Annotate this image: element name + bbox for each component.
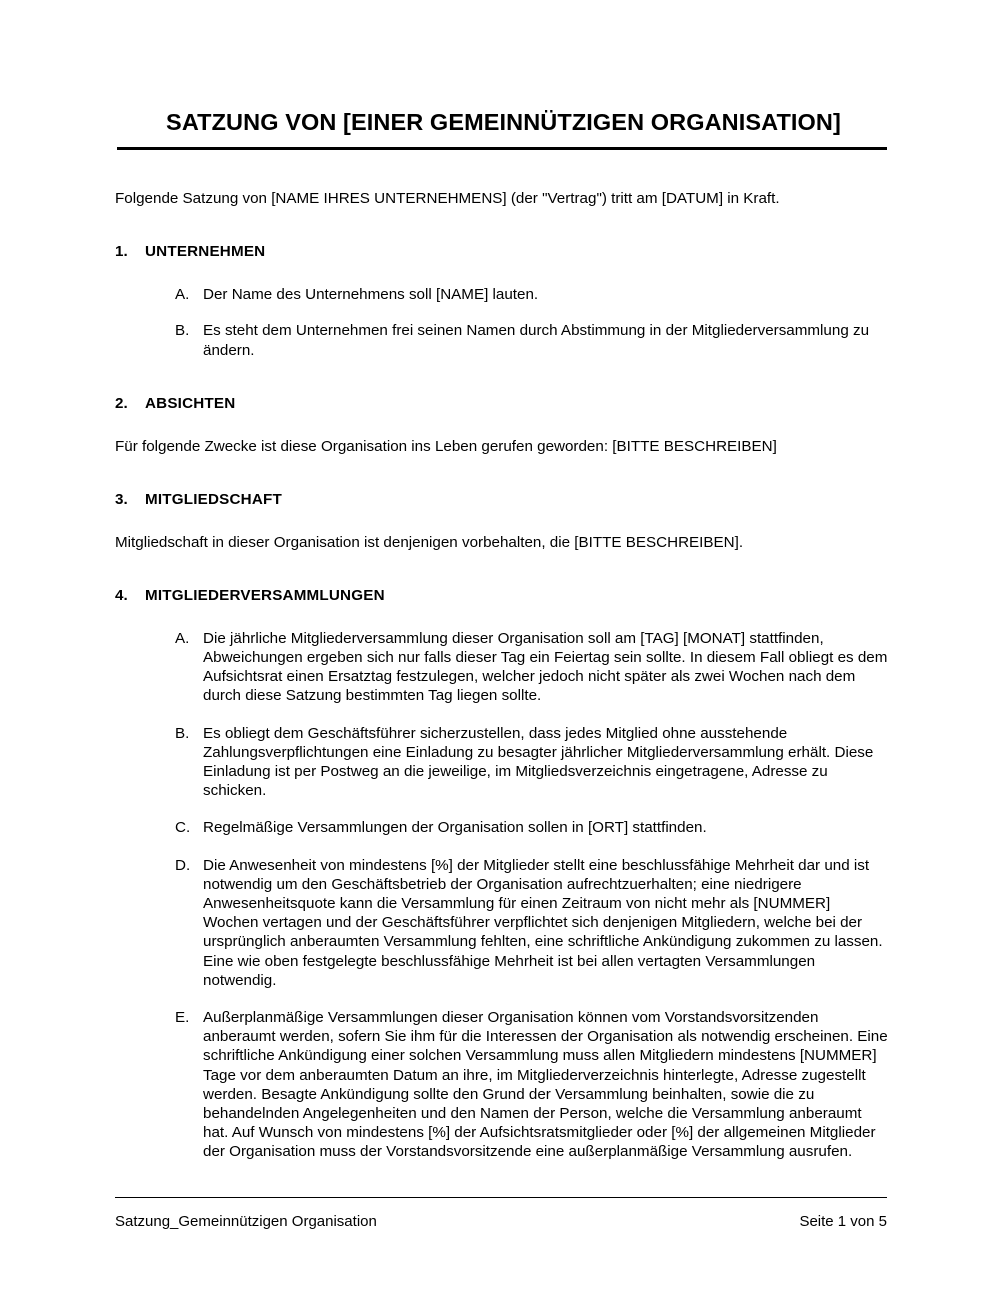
section-4	[115, 586, 890, 1162]
section-2	[115, 394, 890, 456]
list-item	[115, 321, 890, 359]
list-item-letter: A.	[175, 629, 190, 647]
list-item-letter: E.	[175, 1009, 190, 1027]
list-item	[115, 285, 890, 304]
list-item	[115, 629, 890, 706]
footer-document-name: Satzung_Gemeinnützigen Organisation	[115, 1213, 377, 1230]
page-title: SATZUNG VON [EINER GEMEINNÜTZIGEN ORGANISATION]	[166, 109, 841, 135]
section-2-number: 2.	[115, 394, 128, 412]
section-3	[115, 490, 890, 552]
footer-divider	[115, 1197, 887, 1198]
section-2-heading	[115, 394, 890, 413]
list-item-letter: C.	[175, 819, 191, 837]
section-3-number: 3.	[115, 490, 128, 508]
page-footer	[115, 1197, 887, 1231]
list-item-letter: D.	[175, 856, 191, 874]
list-item	[115, 1008, 890, 1162]
list-item-text: Regelmäßige Versammlungen der Organisation sollen in [ORT] stattfinden.	[203, 819, 707, 837]
section-4-list	[115, 629, 890, 1162]
section-3-body: Mitgliedschaft in dieser Organisation ist denjenigen vorbehalten, die [BITTE BESCHREIBEN].	[115, 533, 744, 551]
list-item-letter: A.	[175, 286, 190, 304]
list-item-text: Es steht dem Unternehmen frei seinen Namen durch Abstimmung in der Mitgliederversammlung zu ändern.	[203, 322, 870, 359]
section-4-title: MITGLIEDERVERSAMMLUNGEN	[145, 586, 385, 604]
section-3-title: MITGLIEDSCHAFT	[145, 490, 282, 508]
list-item-text: Außerplanmäßige Versammlungen dieser Organisation können vom Vorstandsvorsitzenden anberaumt werden, sofern Sie ihm für die Interessen der Organisation als notwendig erscheinen. Eine schriftliche Ankündigung einer solchen Versammlung muss allen Mitgliedern mindestens [NUMMER] Tage vor dem anberaumten Datum an ihre, im Mitgliederverzeichnis hinterlegte, Adresse zugestellt werden. Besagte Ankündigung sollte den Grund der Versammlung beinhalten, sowie die zu behandelnden Angelegenheiten und den Namen der Person, welche die Versammlung anberaumt hat. Auf Wunsch von mindestens [%] der Aufsichtsratsmitglieder oder [%] der allgemeinen Mitglieder der Organisation muss der Vorstandsvorsitzende eine außerplanmäßige Versammlung ausrufen.	[203, 1009, 888, 1161]
document-content	[115, 108, 890, 1180]
intro-paragraph: Folgende Satzung von [NAME IHRES UNTERNEHMENS] (der "Vertrag") tritt am [DATUM] in Kraft.	[115, 190, 780, 208]
section-4-heading	[115, 586, 890, 605]
section-4-number: 4.	[115, 586, 128, 604]
list-item-text: Es obliegt dem Geschäftsführer sicherzustellen, dass jedes Mitglied ohne ausstehende Zahlungsverpflichtungen eine Einladung zu besagter jährlicher Mitgliederversammlung erhält. Diese Einladung ist per Postweg an die jeweilige, im Mitgliedsverzeichnis eingetragene, Adresse zu schicken.	[203, 724, 874, 800]
list-item-letter: B.	[175, 724, 190, 742]
list-item-letter: B.	[175, 322, 190, 340]
section-2-title: ABSICHTEN	[145, 394, 236, 412]
section-1-heading	[115, 242, 890, 261]
list-item-text: Die jährliche Mitgliederversammlung dieser Organisation soll am [TAG] [MONAT] stattfinden, Abweichungen ergeben sich nur falls dieser Tag ein Feiertag sein sollte. In diesem Fall obliegt es dem Aufsichtsrat einen Ersatztag festzulegen, welcher jedoch nicht später als zwei Wochen nach dem durch diese Satzung bestimmten Tag liegen sollte.	[203, 629, 888, 705]
section-1	[115, 242, 890, 360]
section-3-heading	[115, 490, 890, 509]
list-item-text: Die Anwesenheit von mindestens [%] der Mitglieder stellt eine beschlussfähige Mehrheit dar und ist notwendig um den Geschäftsbetrieb der Organisation aufrechtzuerhalten; eine niedrigere Anwesenheitsquote kann die Versammlung für einen Zeitraum von nicht mehr als [NUMMER] Wochen vertagen und der Geschäftsführer verpflichtet sich denjenigen Mitgliedern, welche bei der ursprünglich anberaumten Versammlung fehlten, eine schriftliche Ankündigung zukommen zu lassen. Eine wie oben festgelegte beschlussfähige Mehrheit ist bei allen vertagten Versammlungen notwendig.	[203, 856, 883, 989]
section-1-title: UNTERNEHMEN	[145, 243, 266, 261]
list-item-text: Der Name des Unternehmens soll [NAME] lauten.	[203, 286, 539, 304]
list-item	[115, 724, 890, 801]
section-2-body: Für folgende Zwecke ist diese Organisation ins Leben gerufen geworden: [BITTE BESCHREIBEN]	[115, 437, 777, 455]
footer-page-number: Seite 1 von 5	[799, 1213, 887, 1230]
list-item	[115, 818, 890, 837]
section-1-number: 1.	[115, 243, 128, 261]
section-1-list	[115, 285, 890, 360]
footer-row	[115, 1212, 887, 1231]
list-item	[115, 856, 890, 990]
title-divider	[117, 147, 887, 150]
